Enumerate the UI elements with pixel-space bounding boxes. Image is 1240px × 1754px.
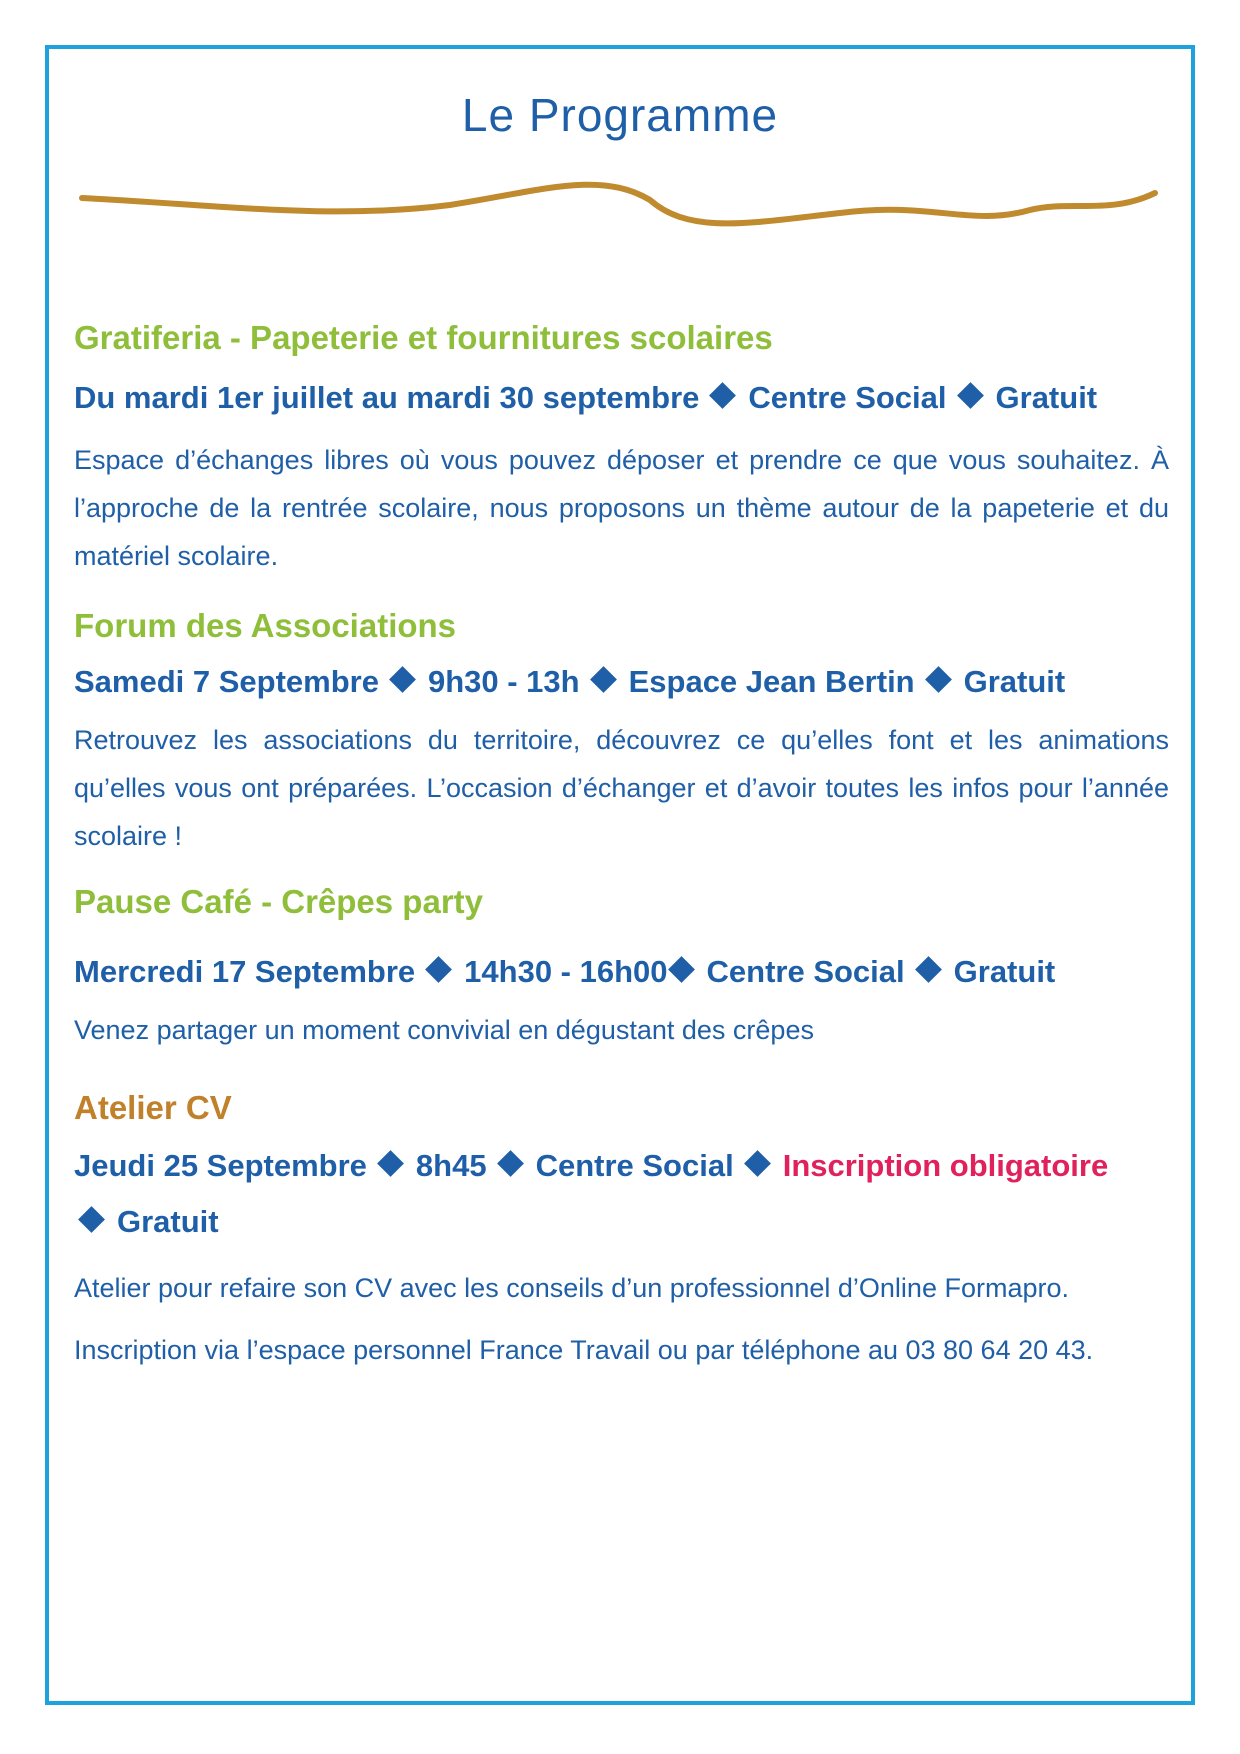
- event-details: [74, 374, 1169, 422]
- event-date: Jeudi 25 Septembre: [74, 1148, 367, 1183]
- diamond-icon: [590, 666, 617, 693]
- event-details: [74, 1138, 1169, 1250]
- registration-required: Inscription obligatoire: [782, 1148, 1109, 1183]
- event-date: Samedi 7 Septembre: [74, 664, 379, 699]
- event-place: Espace Jean Bertin: [628, 664, 915, 699]
- event-description: Atelier pour refaire son CV avec les conseils d’un professionnel d’Online Formapro.: [74, 1273, 1069, 1303]
- event-place: Centre Social: [748, 380, 947, 415]
- event-date: Mercredi 17 Septembre: [74, 954, 416, 989]
- event-forum-associations: [74, 606, 1169, 860]
- diamond-icon: [497, 1150, 524, 1177]
- diamond-icon: [389, 666, 416, 693]
- event-price: Gratuit: [963, 664, 1066, 699]
- event-price: Gratuit: [995, 380, 1098, 415]
- event-price: Gratuit: [117, 1204, 219, 1239]
- event-place: Centre Social: [706, 954, 905, 989]
- event-date: Du mardi 1er juillet au mardi 30 septembre: [74, 380, 700, 415]
- event-description: Venez partager un moment convivial en dégustant des crêpes: [74, 1015, 814, 1045]
- diamond-icon: [744, 1150, 771, 1177]
- event-title: Atelier CV: [74, 1089, 232, 1126]
- program-content: [74, 318, 1169, 1402]
- diamond-icon: [377, 1150, 404, 1177]
- event-details: [74, 948, 1169, 996]
- event-place: Centre Social: [535, 1148, 734, 1183]
- event-price: Gratuit: [953, 954, 1056, 989]
- diamond-icon: [425, 956, 452, 983]
- event-title: Gratiferia - Papeterie et fournitures scolaires: [74, 319, 773, 356]
- event-time: 9h30 - 13h: [427, 664, 580, 699]
- diamond-icon: [668, 956, 695, 983]
- event-details: [74, 658, 1169, 706]
- event-pause-cafe: [74, 882, 1169, 1054]
- diamond-icon: [925, 666, 952, 693]
- event-time: 8h45: [415, 1148, 487, 1183]
- event-registration-info: Inscription via l’espace personnel France Travail ou par téléphone au 03 80 64 20 43.: [74, 1335, 1094, 1365]
- event-description: Retrouvez les associations du territoire, découvrez ce qu’elles font et les animations qu’elles vous ont préparées. L’occasion d’échanger et d’avoir toutes les infos pour l’année scolaire !: [74, 725, 1169, 851]
- diamond-icon: [957, 382, 984, 409]
- decorative-wave: [70, 175, 1170, 245]
- diamond-icon: [78, 1206, 105, 1233]
- event-gratiferia: [74, 318, 1169, 580]
- event-atelier-cv: [74, 1088, 1169, 1374]
- event-time: 14h30 - 16h00: [464, 954, 668, 989]
- event-description: Espace d’échanges libres où vous pouvez déposer et prendre ce que vous souhaitez. À l’approche de la rentrée scolaire, nous proposons un thème autour de la papeterie et du matériel scolaire.: [74, 445, 1169, 571]
- diamond-icon: [915, 956, 942, 983]
- diamond-icon: [709, 382, 736, 409]
- event-title: Pause Café - Crêpes party: [74, 883, 484, 920]
- page-title: Le Programme: [461, 89, 779, 141]
- event-title: Forum des Associations: [74, 607, 457, 644]
